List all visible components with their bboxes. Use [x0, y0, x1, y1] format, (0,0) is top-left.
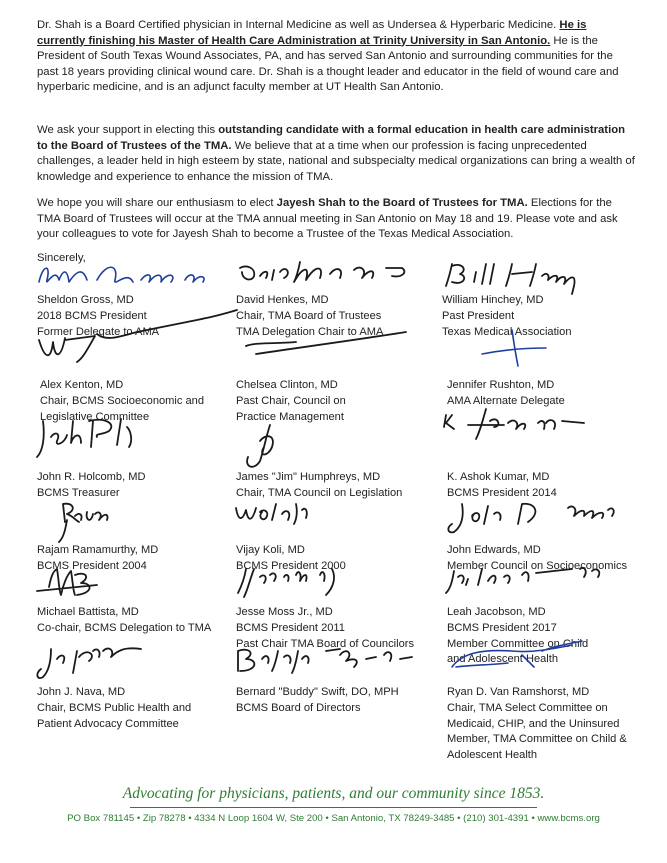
bio-text-1: Dr. Shah is a Board Certified physician in Internal Medicine as well as Undersea & Hyperbaric Medicine.: [37, 19, 560, 31]
signatory-title: Chair, BCMS Socioeconomic and: [40, 394, 205, 407]
vote-text-2: Elections for the TMA Board of Trustees will occur at the TMA annual meeting in San Antonio on May 18 and 19. Please vote and ask your colleagues to vote for Jayesh Shah to become a Trustee of the Texas Medical Association.: [37, 197, 618, 240]
handwritten-signature: [37, 567, 237, 607]
signatory-title: Chair, TMA Select Committee on: [447, 701, 608, 714]
signatory-title: Texas Medical Association: [442, 325, 572, 338]
signatory-title: BCMS Treasurer: [37, 486, 120, 499]
signatory-details: [37, 605, 211, 637]
signatory-name: William Hinchey, MD: [442, 294, 544, 306]
handwritten-signature: [37, 417, 237, 457]
vote-highlight: Jayesh Shah to the Board of Trustees for TMA.: [276, 197, 528, 209]
signatory-title: Legislative Committee: [40, 410, 150, 423]
signatory-details: [447, 685, 627, 764]
footer-divider: [130, 807, 537, 808]
signatory-name: John J. Nava, MD: [37, 686, 126, 698]
signatory-title: Past Chair TMA Board of Councilors: [236, 637, 414, 650]
support-text-2: We believe that at a time when our profession is facing unprecedented challenges, a leader held in high esteem by state, national and subspecialty medical organizations can bring a wealth of knowledge and experience to enhance the mission of TMA.: [37, 139, 635, 183]
signatory-title: AMA Alternate Delegate: [447, 394, 565, 407]
support-text-1: We ask your support in electing this: [37, 124, 219, 136]
signatory-name: Bernard "Buddy" Swift, DO, MPH: [236, 686, 399, 698]
signatory-details: [447, 378, 565, 410]
signatory-title: Past Chair, Council on: [236, 394, 346, 407]
footer-motto: Advocating for physicians, patients, and our community since 1853.: [122, 785, 545, 802]
signatory-title: Co-chair, BCMS Delegation to TMA: [37, 621, 212, 634]
signatory-details: [236, 470, 402, 502]
handwritten-signature: [236, 330, 436, 370]
signatory-title: BCMS President 2014: [447, 486, 557, 499]
signatory-name: Vijay Koli, MD: [236, 544, 305, 556]
signatory-name: Chelsea Clinton, MD: [236, 379, 338, 391]
signatory-name: John Edwards, MD: [447, 544, 541, 556]
handwritten-signature: [37, 647, 237, 687]
signatory-name: John R. Holcomb, MD: [37, 471, 146, 483]
paragraph-vote: [37, 196, 637, 243]
signatory-title: Chair, BCMS Public Health and: [37, 701, 192, 714]
signatory-name: James "Jim" Humphreys, MD: [236, 471, 381, 483]
signatory-details: [37, 685, 191, 732]
signatory-name: K. Ashok Kumar, MD: [447, 471, 550, 483]
signatory-details: [447, 470, 557, 502]
signatory-title: Chair, TMA Board of Trustees: [236, 309, 382, 322]
signatory-details: [236, 685, 399, 717]
signatory-title: Former Delegate to AMA: [37, 325, 160, 338]
signatory-title: BCMS President 2017: [447, 621, 557, 634]
signatory-title: BCMS President 2004: [37, 559, 147, 572]
handwritten-signature: [442, 417, 642, 457]
signatory-name: Rajam Ramamurthy, MD: [37, 544, 159, 556]
handwritten-signature: [236, 647, 436, 687]
support-highlight: outstanding candidate with a formal education in health care administration to the Board of Trustees of the TMA.: [37, 124, 626, 152]
signatory-name: Michael Battista, MD: [37, 606, 139, 618]
handwritten-signature: [236, 567, 436, 607]
signatory-title: Medicaid, CHIP, and the Uninsured: [447, 717, 620, 730]
signatory-title: Member Committee on Child: [447, 637, 589, 650]
signatory-title: Member, TMA Committee on Child &: [447, 733, 627, 746]
bio-highlight: He is currently finishing his Master of Health Care Administration at Trinity University in San Antonio.: [37, 19, 587, 47]
signatory-title: BCMS President 2011: [236, 621, 345, 634]
signatory-details: [37, 470, 146, 502]
signatory-name: Alex Kenton, MD: [40, 379, 124, 391]
handwritten-signature: [37, 330, 237, 370]
signatory-title: Past President: [442, 309, 515, 322]
signatory-title: Patient Advocacy Committee: [37, 717, 179, 730]
signatory-details: [236, 605, 414, 652]
signatory-title: TMA Delegation Chair to AMA: [236, 325, 384, 338]
signatory-name: Ryan D. Van Ramshorst, MD: [447, 686, 590, 698]
handwritten-signature: [442, 502, 642, 542]
signatory-title: BCMS Board of Directors: [236, 701, 361, 714]
signatory-name: Leah Jacobson, MD: [447, 606, 546, 618]
handwritten-signature: [236, 502, 436, 542]
signatory-name: David Henkes, MD: [236, 294, 329, 306]
handwritten-signature: [37, 502, 237, 542]
signatory-title: Practice Management: [236, 410, 344, 423]
signatory-name: Jesse Moss Jr., MD: [236, 606, 333, 618]
footer-address: PO Box 781145 • Zip 78278 • 4334 N Loop 1604 W, Ste 200 • San Antonio, TX 78249-3485 • (210) 301-4391 • www.bcms.org: [67, 813, 600, 824]
handwritten-signature: [442, 567, 642, 607]
handwritten-signature: [442, 647, 642, 687]
paragraph-support: [37, 123, 637, 185]
closing: Sincerely,: [37, 252, 86, 264]
signatory-title: Member Council on Socioeconomics: [447, 559, 628, 572]
paragraph-bio: [37, 18, 637, 96]
signatory-name: Jennifer Rushton, MD: [447, 379, 555, 391]
signatory-title: Chair, TMA Council on Legislation: [236, 486, 403, 499]
vote-text-1: We hope you will share our enthusiasm to elect: [37, 197, 277, 209]
signatory-title: Adolescent Health: [447, 749, 538, 762]
handwritten-signature: [236, 417, 436, 457]
signatory-title: 2018 BCMS President: [37, 309, 147, 322]
signatory-title: and Adolescent Health: [447, 653, 559, 666]
bio-text-2: He is the President of South Texas Wound Associates, PA, and has served San Antonio and surrounding communities for the past 18 years providing clinical wound care. Dr. Shah is a thought leader and educator in the field of wound care and hyperbaric medicine, and is an adjunct faculty member at UT Health San Antonio.: [37, 34, 619, 93]
handwritten-signature: [442, 330, 642, 370]
signatory-name: Sheldon Gross, MD: [37, 294, 134, 306]
signatory-title: BCMS President 2000: [236, 559, 346, 572]
